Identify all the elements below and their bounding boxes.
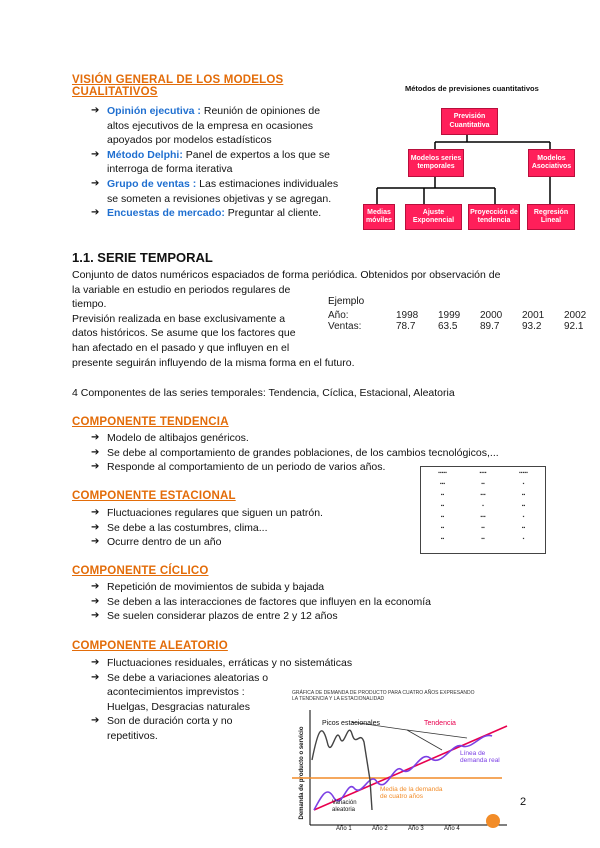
label-trend: Tendencia bbox=[424, 720, 456, 727]
node-regression: Regresión Lineal bbox=[527, 204, 575, 230]
node-moving-avg: Medias móviles bbox=[363, 204, 395, 230]
demand-chart-plot bbox=[292, 690, 512, 842]
qualitative-list bbox=[91, 104, 341, 221]
table-row: Año: 1998 1999 2000 2001 2002 bbox=[328, 310, 587, 321]
page-number: 2 bbox=[520, 796, 527, 808]
tendencia-heading: COMPONENTE TENDENCIA bbox=[72, 416, 229, 428]
node-trend-projection: Proyección de tendencia bbox=[468, 204, 520, 230]
label-mean-demand: Media de la demanda de cuatro años bbox=[380, 786, 443, 800]
aleatorio-heading: COMPONENTE ALEATORIO bbox=[72, 640, 228, 652]
list-item: ➔ Repetición de movimientos de subida y bajada bbox=[91, 580, 521, 595]
list-item: ➔ Grupo de ventas : Las estimaciones individuales se someten a revisiones objetivas y se agregan. bbox=[91, 177, 341, 206]
estacional-list bbox=[91, 506, 411, 550]
list-item: ➔ Se deben a las interacciones de factores que influyen en la economía bbox=[91, 595, 521, 610]
list-item: ➔ Se debe a variaciones aleatorias o acontecimientos imprevistos : Huelgas, Desgracias naturales bbox=[91, 671, 391, 715]
xtick-4: Año 4 bbox=[444, 826, 460, 832]
list-item: ➔ Fluctuaciones residuales, erráticas y no sistemáticas bbox=[91, 656, 391, 671]
demand-chart-ylabel: Demanda de producto o servicio bbox=[299, 726, 305, 820]
list-item: ➔ Se debe al comportamiento de grandes poblaciones, de los cambios tecnológicos,... bbox=[91, 446, 521, 461]
xtick-3: Año 3 bbox=[408, 826, 424, 832]
estacional-heading: COMPONENTE ESTACIONAL bbox=[72, 490, 236, 502]
label-peaks: Picos estacionales bbox=[322, 720, 380, 727]
example-label: Ejemplo bbox=[328, 296, 365, 307]
decorative-dot bbox=[486, 814, 500, 828]
demand-chart-figure bbox=[292, 690, 512, 842]
components-line: 4 Componentes de las series temporales: Tendencia, Cíclica, Estacional, Aleatoria bbox=[72, 387, 455, 399]
list-item: ➔ Se suelen considerar plazos de entre 2 y 12 años bbox=[91, 609, 521, 624]
demand-chart-title: GRÁFICA DE DEMANDA DE PRODUCTO PARA CUATRO AÑOS EXPRESANDO LA TENDENCIA Y LA ESTACIONALIDAD bbox=[292, 690, 475, 702]
serie-definition: Conjunto de datos numéricos espaciados de forma periódica. Obtenidos por observación de la variable en estudio en periodos regulares de tiempo. Previsión realizada en base exclusivamente a datos históricos. Se asume que los factores que han afectado en el pasado y que influyen en el presente seguirán influyendo de la misma forma en el futuro. bbox=[72, 269, 501, 369]
list-item: ➔ Modelo de altibajos genéricos. bbox=[91, 431, 521, 446]
example-table bbox=[328, 310, 596, 332]
xtick-1: Año 1 bbox=[336, 826, 352, 832]
xtick-2: Año 2 bbox=[372, 826, 388, 832]
node-exp-smoothing: Ajuste Exponencial bbox=[405, 204, 462, 230]
list-item: ➔ Responde al comportamiento de un periodo de varios años. bbox=[91, 460, 521, 475]
diagram-title: Métodos de previsiones cuantitativos bbox=[405, 84, 539, 93]
label-random: Variación aleatoria bbox=[332, 800, 357, 813]
seasonal-table-thumbnail: ▪▪▪▪▪ ▪▪▪▪ ▪▪▪▪▪ ▪▪▪ ▪▪ ▪ ▪▪ ▪▪▪ ▪▪ ▪▪ ▪ ▪▪ ▪▪ ▪▪▪ ▪ ▪▪ ▪▪ ▪▪ ▪▪ ▪▪ ▪ bbox=[420, 466, 546, 554]
section-title: 1.1. SERIE TEMPORAL bbox=[72, 250, 213, 265]
list-item: ➔ Opinión ejecutiva : Reunión de opiniones de altos ejecutivos de la empresa en ocasiones apoyados por modelos estadísticos bbox=[91, 104, 341, 148]
table-row: Ventas: 78.7 63.5 89.7 93.2 92.1 bbox=[328, 321, 584, 332]
qualitative-heading: VISIÓN GENERAL DE LOS MODELOS CUALITATIVOS bbox=[72, 74, 284, 98]
list-item: ➔ Se debe a las costumbres, clima... bbox=[91, 521, 411, 536]
list-item: ➔ Encuestas de mercado: Preguntar al cliente. bbox=[91, 206, 341, 221]
label-real-demand: Línea de demanda real bbox=[460, 750, 500, 764]
list-item: ➔ Método Delphi: Panel de expertos a los que se interroga de forma iterativa bbox=[91, 148, 341, 177]
ciclico-heading: COMPONENTE CÍCLICO bbox=[72, 565, 209, 577]
list-item: ➔ Ocurre dentro de un año bbox=[91, 535, 411, 550]
ciclico-list bbox=[91, 580, 521, 624]
list-item: ➔ Fluctuaciones regulares que siguen un patrón. bbox=[91, 506, 411, 521]
list-item: ➔ Son de duración corta y no repetitivos. bbox=[91, 714, 391, 743]
node-associative: Modelos Asociativos bbox=[528, 149, 575, 177]
quantitative-methods-diagram bbox=[355, 84, 585, 234]
node-root: Previsión Cuantitativa bbox=[441, 108, 498, 135]
node-time-series: Modelos series temporales bbox=[408, 149, 464, 177]
